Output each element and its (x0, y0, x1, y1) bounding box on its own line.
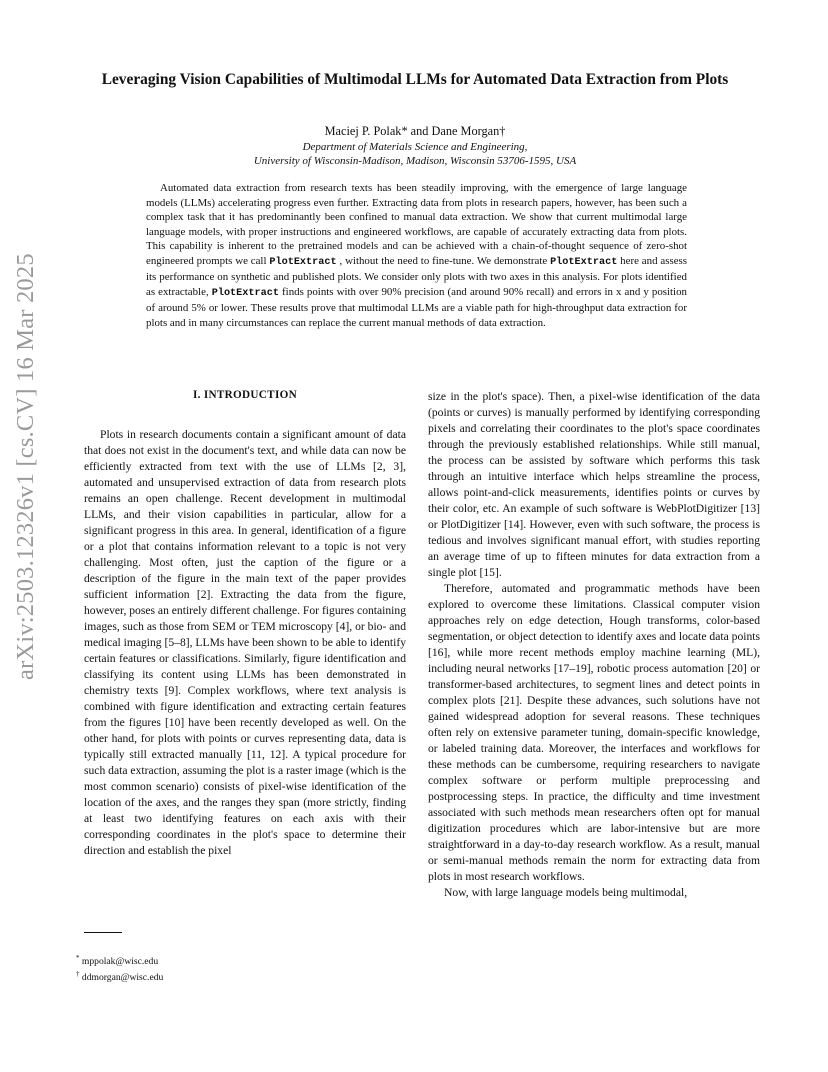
abstract-text-2: , without the need to fine-tune. We demonstrate (336, 254, 551, 267)
intro-paragraph-2: size in the plot's space). Then, a pixel-wise identification of the data (points or curves) is manually performed by identifying corresponding pixels and correlating their coordinates to the plot's space coordinates through the previously established relationships. While still manual, the process can be assisted by software which performs this task through an intuitive interface which helps streamline the process, allows point-and-click measurements, identifies points or curves by their color, etc. An example of such software is WebPlotDigitizer [13] or PlotDigitizer [14]. However, even with such software, the process is tedious and involves significant manual effort, with studies reporting an average time of up to fifteen minutes for data extraction from a single plot [15]. (428, 390, 760, 579)
abstract-text-4: finds points with over 90% precision (and around 90% recall) and errors in x and y position of around 5% or lower. These results prove that multimodal LLMs are a viable path for high-throughput data extraction for plots and in many circumstances can replace the current manual methods of data extraction. (146, 285, 687, 329)
footnote-1 (76, 952, 163, 968)
footnote-1-email: mppolak@wisc.edu (81, 956, 159, 968)
plotextract-code-3: PlotExtract (211, 287, 279, 299)
intro-paragraph-4: Now, with large language models being multimodal, (444, 886, 688, 899)
footnotes (76, 952, 163, 984)
affiliation-university: University of Wisconsin-Madison, Madison, Wisconsin 53706-1595, USA (253, 155, 577, 167)
plotextract-code-1: PlotExtract (269, 256, 337, 268)
affiliation (70, 140, 760, 168)
section-heading-introduction: I. INTRODUCTION (193, 389, 297, 401)
footnote-2 (76, 968, 163, 984)
right-column (428, 389, 760, 901)
abstract-text-3: here and assess its performance on synthetic and published plots. We consider only plots with two axes in this analysis. For plots identified as extractable, (146, 254, 687, 298)
footnote-1-mark: * (76, 954, 80, 962)
affiliation-department: Department of Materials Science and Engineering, (302, 141, 528, 153)
footnote-divider (84, 932, 122, 933)
abstract-text-1: Automated data extraction from research texts has been steadily improving, with the emergence of large language models (LLMs) accelerating progress even further. Extracting data from plots in research papers, however, has been such a complex task that it has predominantly been confined to manual data extraction. We show that current multimodal large language models, with proper instructions and engineered workflows, are capable of accurately extracting data from plots. This capability is inherent to the pretrained models and can be achieved with a chain-of-thought sequence of zero-shot engineered prompts we call (146, 182, 687, 267)
abstract (146, 181, 687, 330)
arxiv-stamp: arXiv:2503.12326v1 [cs.CV] 16 Mar 2025 (12, 253, 39, 680)
author-line: Maciej P. Polak* and Dane Morgan† (324, 124, 506, 138)
intro-paragraph-3: Therefore, automated and programmatic methods have been explored to overcome these limitations. Classical computer vision approaches rely on edge detection, Hough transforms, color-based segmentation, or object detection to identify axes and locate data points [16], while more recent methods employ machine learning (ML), including neural networks [17–19], robotic process automation [20] or transformer-based architectures, to segment lines and detect points in complex plots [21]. Despite these advances, such solutions have not gained widespread adoption for several reasons. These techniques often rely on extensive parameter tuning, domain-specific knowledge, or labeled training data. Moreover, the interfaces and workflows for these methods can be cumbersome, requiring researchers to navigate complex software or perform multiple preprocessing and postprocessing steps. In practice, the difficulty and time investment associated with such methods mean researchers often opt for manual digitization procedures which are labor-intensive but are more straightforward in a day-to-day research workflow. As a result, manual or semi-manual methods remain the norm for extracting data from plots in most research workflows. (428, 582, 760, 883)
paper-title: Leveraging Vision Capabilities of Multimodal LLMs for Automated Data Extraction from Plots (101, 71, 729, 88)
left-column (84, 388, 406, 859)
footnote-2-mark: † (76, 970, 80, 979)
footnote-2-email: ddmorgan@wisc.edu (81, 972, 164, 984)
plotextract-code-2: PlotExtract (550, 256, 618, 268)
intro-paragraph-1: Plots in research documents contain a significant amount of data that does not exist in the document's text, and while data can now be efficiently extracted from text with the use of LLMs [2, 3], automated and unsupervised extraction of data from research plots remains an open challenge. Recent development in multimodal LLMs, and their vision capabilities in particular, allow for a significant progress in this area. In general, identification of a figure or a plot that contains information relevant to a topic is not very challenging. Most often, just the caption of the figure or a description of the figure in the main text of the paper provides sufficient information [2]. Extracting the data from the figure, however, poses an entirely different challenge. For figures containing images, such as those from SEM or TEM microscopy [4], or bio- and medical imaging [5–8], LLMs have been shown to be able to identify certain features or classifications. Similarly, figure identification and classifying its content using LLMs has been demonstrated in chemistry texts [9]. Complex workflows, where text analysis is combined with figure identification and extracting certain features from the figures [10] have been recently developed as well. On the other hand, for plots with points or curves representing data, data is typically still extracted manually [11, 12]. A typical procedure for such data extraction, assuming the plot is a raster image (which is the most common scenario) consists of pixel-wise identification of the location of the axes, and the ranges they span (more strictly, finding at least two identifying features on each axis with their corresponding coordinates in the plot's space to determine their direction and establish the pixel (84, 428, 406, 857)
